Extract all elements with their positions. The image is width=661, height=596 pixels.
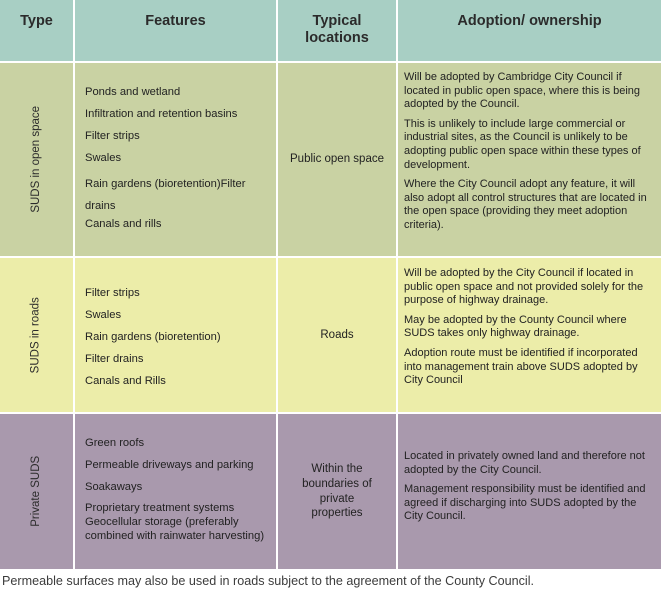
header-adoption: Adoption/ ownership [398,0,661,61]
list-item: Canals and Rills [85,374,166,387]
list-item: Rain gardens (bioretention)Filter drains [85,177,246,212]
list-item: Soakaways [85,480,143,493]
list-item: Ponds and wetland [85,86,181,98]
header-features: Features [75,0,276,61]
list-item: Permeable driveways and parking [85,458,254,471]
adoption-paragraph: Located in privately owned land and therefore not adopted by the City Council. [404,450,645,476]
row-open-space-adoption [398,63,661,256]
footnote: Permeable surfaces may also be used in roads subject to the agreement of the County Council. [2,574,535,588]
header-locations: Typical locations [278,0,396,61]
list-item: Canals and rills [85,217,162,230]
row-open-space-features [75,63,276,256]
list-item: Green roofs [85,437,145,449]
list-item: Swales [85,308,122,321]
row-open-space-type [0,63,73,256]
adoption-paragraph: Management responsibility must be identified and agreed if discharging into SUDS adopted by the City Council. [404,483,646,523]
list-item: Swales [85,151,122,164]
list-item: Filter drains [85,352,144,365]
adoption-paragraph: May be adopted by the County Council where SUDS takes only highway drainage. [404,313,627,340]
adoption-paragraph: Will be adopted by Cambridge City Council if located in public open space, where this is being adopted by the Council. [404,71,641,111]
list-item: Infiltration and retention basins [85,107,238,120]
features-list [85,286,268,389]
row-roads-adoption [398,258,661,412]
row-private-type [0,414,73,569]
type-label: SUDS in open space [30,106,43,213]
adoption-paragraph: Will be adopted by the City Council if located in public open space and not provided solely for the purpose of highway drainage. [404,267,644,307]
row-roads-location: Roads [278,258,396,412]
list-item: Filter strips [85,287,140,299]
features-list [85,436,270,543]
type-label: SUDS in roads [30,296,43,374]
header-type: Type [0,0,73,61]
row-private-location: Within the boundaries of private properties [278,414,396,569]
list-item: Rain gardens (bioretention) [85,330,221,343]
row-roads-features [75,258,276,412]
row-private-features [75,414,276,569]
adoption-paragraph: This is unlikely to include large commercial or industrial sites, as the Council is unlikely to be adopting public open space within these types of development. [404,117,641,171]
type-label: Private SUDS [30,456,43,527]
adoption-paragraph: Where the City Council adopt any feature, it will also adopt all control structures that are located in the open space (providing they meet adoption criteria). [404,178,647,231]
adoption-paragraph: Adoption route must be identified if incorporated into management train above SUDS adopted by City Council [404,346,638,387]
row-private-adoption [398,414,661,569]
list-item: Proprietary treatment systems Geocellular storage (preferably combined with rainwater harvesting) [85,501,265,542]
row-roads-type [0,258,73,412]
row-open-space-location: Public open space [278,63,396,256]
list-item: Filter strips [85,129,140,142]
features-list [85,85,268,232]
